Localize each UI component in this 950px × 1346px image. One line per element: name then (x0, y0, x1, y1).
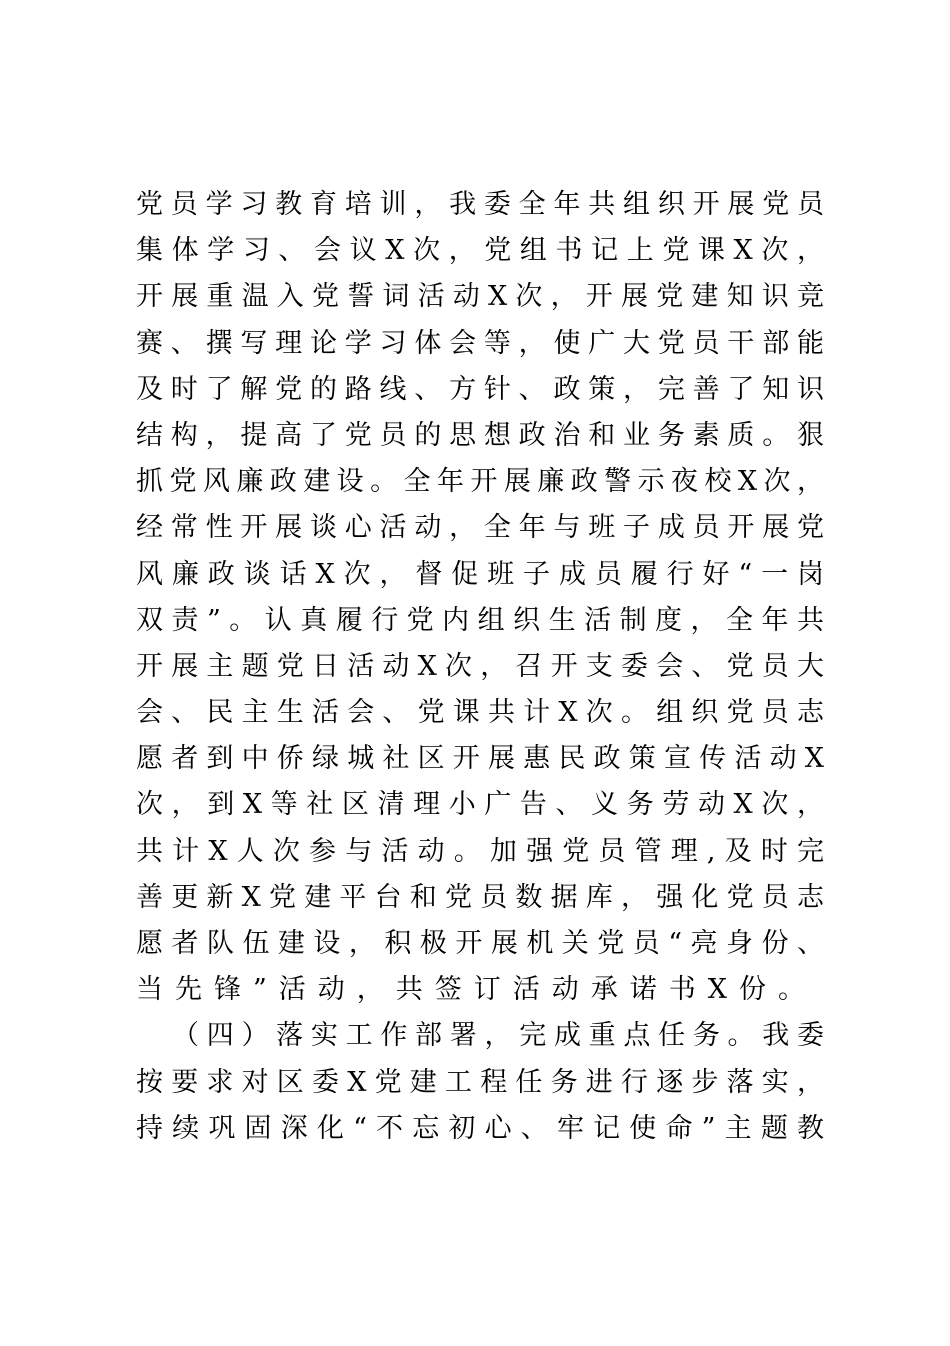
text-line: 集体学习、会议X次，党组书记上党课X次， (136, 235, 826, 267)
text-line: 风廉政谈话X次，督促班子成员履行好“一岗 (136, 558, 826, 590)
section-heading-line: （四）落实工作部署，完成重点任务。我委 (172, 1020, 826, 1052)
body-text (136, 182, 826, 1152)
text-line: 按要求对区委X党建工程任务进行逐步落实， (136, 1066, 826, 1098)
text-line: 开展主题党日活动X次，召开支委会、党员大 (136, 650, 826, 682)
text-line: 经常性开展谈心活动，全年与班子成员开展党 (136, 512, 826, 544)
text-line: 会、民主生活会、党课共计X次。组织党员志 (136, 697, 826, 729)
text-line: 善更新X党建平台和党员数据库，强化党员志 (136, 881, 826, 913)
text-line: 党员学习教育培训，我委全年共组织开展党员 (136, 189, 826, 220)
text-line: 共计X人次参与活动。加强党员管理,及时完 (136, 835, 826, 867)
text-line: 及时了解党的路线、方针、政策，完善了知识 (136, 373, 826, 405)
text-line: 持续巩固深化“不忘初心、牢记使命”主题教 (136, 1112, 826, 1144)
text-line: 结构，提高了党员的思想政治和业务素质。狠 (136, 419, 826, 451)
text-line: 赛、撰写理论学习体会等，使广大党员干部能 (136, 327, 826, 359)
paragraph-end-line: 当先锋”活动，共签订活动承诺书X份。 (136, 974, 818, 1006)
text-line: 抓党风廉政建设。全年开展廉政警示夜校X次， (136, 466, 826, 498)
text-line: 愿者队伍建设，积极开展机关党员“亮身份、 (136, 928, 826, 959)
text-line: 开展重温入党誓词活动X次，开展党建知识竞 (136, 281, 826, 313)
text-line: 愿者到中侨绿城社区开展惠民政策宣传活动X (136, 743, 826, 775)
text-line: 双责”。认真履行党内组织生活制度，全年共 (136, 604, 826, 636)
text-line: 次，到X等社区清理小广告、义务劳动X次， (136, 789, 826, 821)
